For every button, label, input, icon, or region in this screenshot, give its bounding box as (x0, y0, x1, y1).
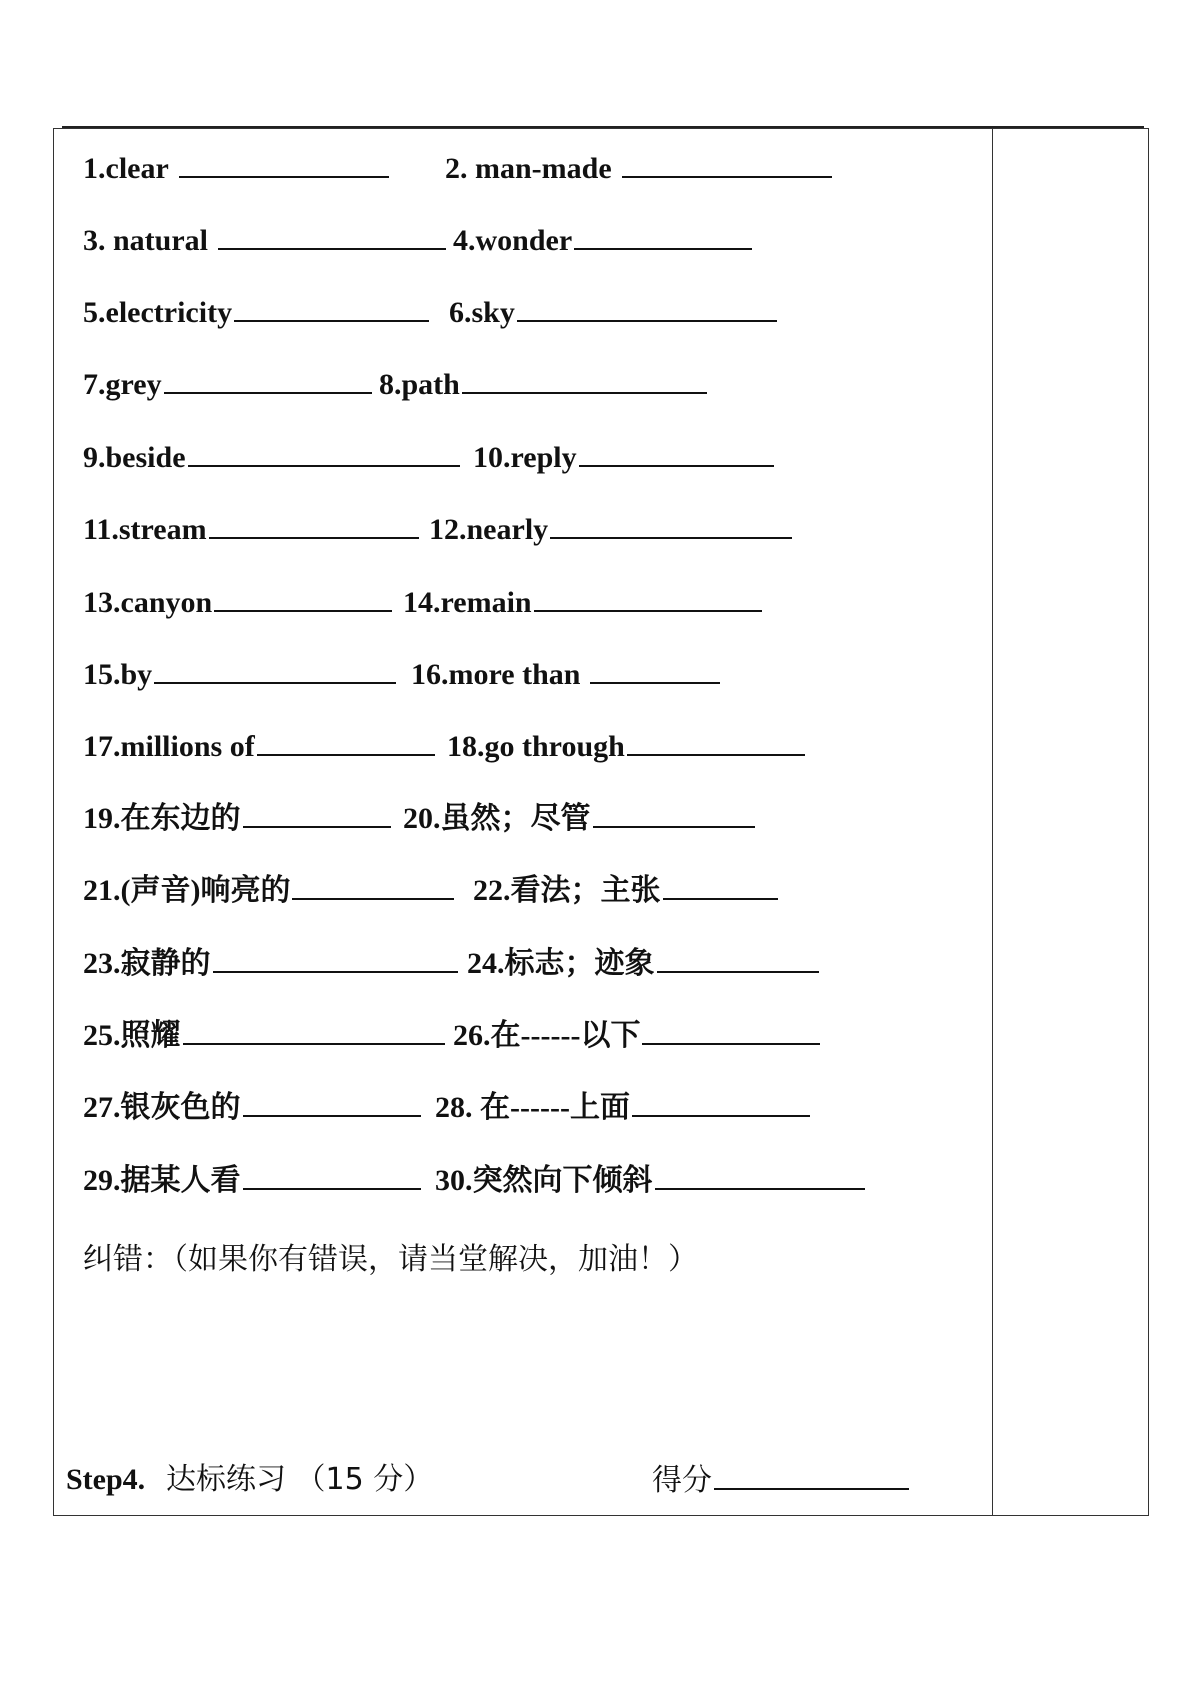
answer-blank[interactable] (579, 435, 774, 467)
vocab-label: 9.beside (83, 441, 186, 474)
vocab-label: 7.grey (83, 368, 162, 401)
vocab-item (473, 868, 778, 913)
vocab-item (435, 1085, 810, 1130)
answer-blank[interactable] (183, 1013, 445, 1045)
vocab-label: 3. natural (83, 224, 209, 257)
vocab-item (83, 868, 454, 913)
vocab-label: 8.path (379, 368, 460, 401)
vocab-label: 22.看法；主张 (473, 874, 661, 907)
vocab-label: 30.突然向下倾斜 (435, 1164, 653, 1197)
answer-blank[interactable] (622, 146, 832, 178)
vocab-item (411, 652, 720, 697)
answer-blank[interactable] (243, 1085, 421, 1117)
score-blank[interactable] (714, 1458, 909, 1490)
vocab-item (83, 941, 458, 986)
answer-blank[interactable] (663, 868, 778, 900)
answer-blank[interactable] (574, 218, 752, 250)
correction-note: 纠错：（如果你有错误，请当堂解决，加油！） (83, 1242, 698, 1277)
vocab-label: 29.据某人看 (83, 1164, 241, 1197)
vocab-item (83, 580, 392, 625)
vocab-item (83, 507, 419, 552)
vocab-label: 5.electricity (83, 296, 233, 329)
vocab-label: 15.by (83, 658, 153, 691)
vocab-item (83, 218, 446, 263)
vocab-item (83, 435, 460, 480)
vocab-item (403, 796, 755, 841)
answer-blank[interactable] (214, 580, 392, 612)
answer-blank[interactable] (243, 796, 391, 828)
column-divider (992, 128, 993, 1516)
vocab-item (453, 1013, 820, 1058)
vocab-item (83, 652, 396, 697)
vocab-label: 6.sky (449, 296, 515, 329)
vocab-label: 12.nearly (429, 513, 549, 546)
vocab-label: 2. man-made (445, 152, 612, 185)
answer-blank[interactable] (188, 435, 460, 467)
vocab-item (447, 724, 805, 769)
vocab-item (83, 724, 435, 769)
score-label: 得分 (652, 1463, 712, 1498)
answer-blank[interactable] (218, 218, 446, 250)
answer-blank[interactable] (292, 868, 454, 900)
vocab-item (83, 1085, 421, 1130)
step-title: 达标练习 （15 分） (166, 1462, 434, 1497)
vocab-label: 11.stream (83, 513, 207, 546)
vocab-label: 28. 在------上面 (435, 1091, 630, 1124)
vocab-label: 24.标志；迹象 (467, 947, 655, 980)
step-header (66, 1458, 966, 1502)
vocab-item (429, 507, 792, 552)
vocab-item (83, 1013, 445, 1058)
score-field (652, 1458, 909, 1503)
vocab-label: 17.millions of (83, 730, 255, 763)
answer-blank[interactable] (627, 724, 805, 756)
vocab-item (453, 218, 752, 263)
answer-blank[interactable] (590, 652, 720, 684)
vocab-item (445, 146, 832, 191)
answer-blank[interactable] (243, 1158, 421, 1190)
vocab-item (379, 362, 707, 407)
vocab-label: 16.more than (411, 658, 581, 691)
vocab-label: 27.银灰色的 (83, 1091, 241, 1124)
vocab-label: 23.寂静的 (83, 947, 211, 980)
vocab-label: 1.clear (83, 152, 169, 185)
step-label: Step4. (66, 1463, 146, 1496)
vocab-item (83, 146, 389, 191)
answer-blank[interactable] (593, 796, 755, 828)
answer-blank[interactable] (550, 507, 792, 539)
answer-blank[interactable] (154, 652, 396, 684)
answer-blank[interactable] (164, 362, 372, 394)
vocab-item (473, 435, 774, 480)
answer-blank[interactable] (462, 362, 707, 394)
vocab-item (83, 1158, 421, 1203)
answer-blank[interactable] (642, 1013, 820, 1045)
vocab-label: 21.(声音)响亮的 (83, 874, 291, 907)
vocab-item (449, 290, 777, 335)
answer-blank[interactable] (179, 146, 389, 178)
vocab-label: 20.虽然；尽管 (403, 802, 591, 835)
answer-blank[interactable] (657, 941, 819, 973)
answer-blank[interactable] (517, 290, 777, 322)
answer-blank[interactable] (257, 724, 435, 756)
vocab-item (83, 796, 391, 841)
vocab-item (83, 290, 429, 335)
vocab-item (83, 362, 372, 407)
vocab-label: 4.wonder (453, 224, 573, 257)
answer-blank[interactable] (213, 941, 458, 973)
answer-blank[interactable] (534, 580, 762, 612)
vocab-label: 26.在------以下 (453, 1019, 641, 1052)
answer-blank[interactable] (209, 507, 419, 539)
vocab-label: 13.canyon (83, 586, 213, 619)
answer-blank[interactable] (655, 1158, 865, 1190)
vocab-label: 18.go through (447, 730, 625, 763)
answer-blank[interactable] (632, 1085, 810, 1117)
answer-blank[interactable] (234, 290, 429, 322)
vocab-label: 10.reply (473, 441, 577, 474)
vocab-item (403, 580, 762, 625)
vocab-item (467, 941, 819, 986)
vocab-label: 14.remain (403, 586, 532, 619)
vocab-item (435, 1158, 865, 1203)
vocab-label: 25.照耀 (83, 1019, 181, 1052)
vocab-label: 19.在东边的 (83, 802, 241, 835)
